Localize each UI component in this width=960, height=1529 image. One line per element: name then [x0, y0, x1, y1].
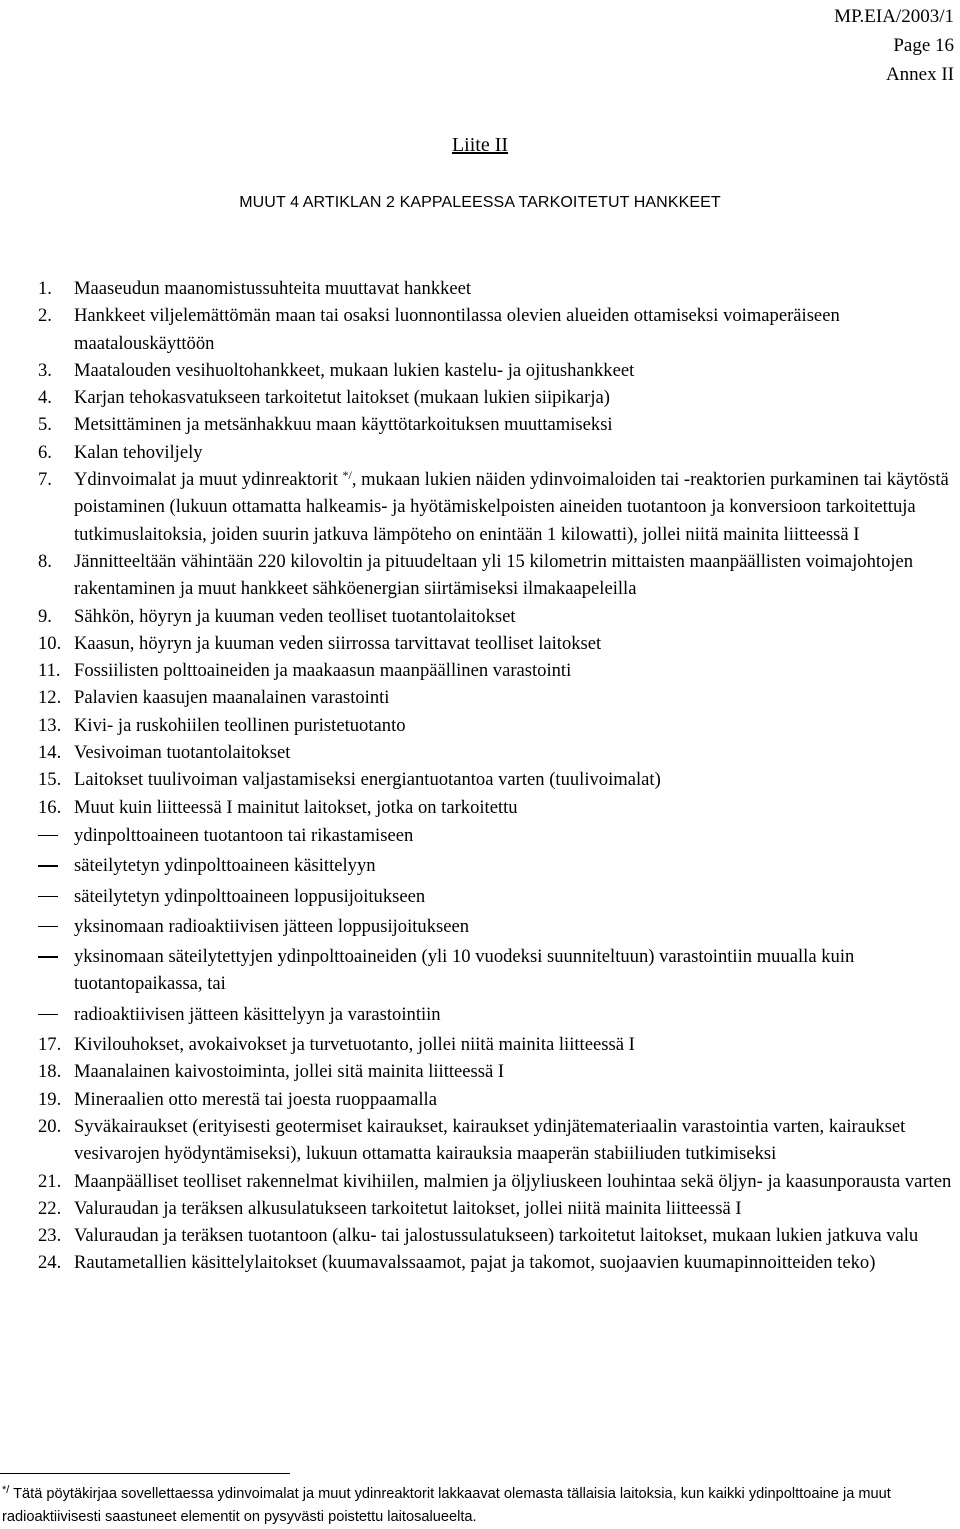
- item-number: 9.: [38, 605, 52, 627]
- list-item: [38, 1058, 956, 1085]
- list-item: [38, 466, 956, 548]
- dash-marker: [38, 896, 58, 898]
- item-text: Jännitteeltään vähintään 220 kilovoltin ja pituudeltaan yli 15 kilometrin mittaisten maanpäällisten voimajohtojen rakentaminen ja muut hankkeet sähköenergian siirtämiseksi ilmakaapeleilla: [74, 550, 914, 600]
- item-number: 22.: [38, 1197, 62, 1219]
- item-number: 10.: [38, 632, 62, 654]
- document-reference: MP.EIA/2003/1: [834, 6, 954, 27]
- item-text: Kivi- ja ruskohiilen teollinen puristetuotanto: [74, 714, 406, 736]
- page-header: [834, 2, 954, 89]
- list-item: [38, 1031, 956, 1058]
- dash-marker: [38, 1014, 58, 1016]
- item-text: Maatalouden vesihuoltohankkeet, mukaan lukien kastelu- ja ojitushankkeet: [74, 359, 635, 381]
- item-number: 19.: [38, 1088, 62, 1110]
- item-number: 20.: [38, 1115, 62, 1137]
- sub-item-text: radioaktiivisen jätteen käsittelyyn ja varastointiin: [74, 1003, 441, 1025]
- item-text: Sähkön, höyryn ja kuuman veden teolliset tuotantolaitokset: [74, 605, 516, 627]
- item-text-before: Ydinvoimalat ja muut ydinreaktorit: [74, 469, 343, 491]
- footnote-text: Tätä pöytäkirjaa sovellettaessa ydinvoimalat ja muut ydinreaktorit lakkaavat olemasta tällaisia laitoksia, kun kaikki ydinpolttoaine ja muut radioaktiivisesti saastuneet elementit on pysyvästi poistettu laitosalueelta.: [2, 1486, 891, 1525]
- item-text: Maanalainen kaivostoiminta, jollei sitä mainita liitteessä I: [74, 1061, 505, 1083]
- item-number: 15.: [38, 769, 62, 791]
- list-item: [38, 657, 956, 684]
- item-text: Kivilouhokset, avokaivokset ja turvetuotanto, jollei niitä mainita liitteessä I: [74, 1034, 635, 1056]
- item-text: Metsittäminen ja metsänhakkuu maan käyttötarkoituksen muuttamiseksi: [74, 414, 613, 436]
- item-number: 18.: [38, 1061, 62, 1083]
- item-number: 16.: [38, 796, 62, 818]
- annex-title: Liite II: [451, 134, 509, 156]
- list-item: [38, 384, 956, 411]
- item-text: Kaasun, höyryn ja kuuman veden siirrossa tarvittavat teolliset laitokset: [74, 632, 602, 654]
- item-number: 13.: [38, 714, 62, 736]
- list-item: [38, 712, 956, 739]
- item-number: 17.: [38, 1034, 62, 1056]
- footnote: [2, 1483, 952, 1529]
- item-text: Hankkeet viljelemättömän maan tai osaksi luonnontilassa olevien alueiden ottamiseksi voimaperäiseen maatalouskäyttöön: [74, 305, 840, 354]
- item-text: Valuraudan ja teräksen tuotantoon (alku- tai jalostussulatukseen) tarkoitetut laitokset, mukaan lukien jatkuva valu: [74, 1225, 919, 1247]
- item-number: 6.: [38, 441, 52, 463]
- sub-item-text: yksinomaan radioaktiivisen jätteen loppusijoitukseen: [74, 915, 470, 937]
- list-item: [38, 1195, 956, 1222]
- sub-item-text: ydinpolttoaineen tuotantoon tai rikastamiseen: [74, 824, 414, 846]
- list-item: [38, 603, 956, 630]
- list-item: [38, 1249, 956, 1276]
- dash-marker: [38, 956, 58, 958]
- sub-item-text: säteilytetyn ydinpolttoaineen loppusijoitukseen: [74, 885, 426, 907]
- sub-item-text: yksinomaan säteilytettyjen ydinpolttoaineiden (yli 10 vuodeksi suunniteltuun) varastointiin muualla kuin tuotantopaikassa, tai: [74, 946, 855, 995]
- page-number: Page 16: [893, 35, 954, 56]
- list-item: [38, 439, 956, 466]
- item-text: Palavien kaasujen maanalainen varastointi: [74, 687, 390, 709]
- list-item: [38, 275, 956, 302]
- item-text: Maanpäälliset teolliset rakennelmat kivihiilen, malmien ja öljyliuskeen louhintaa sekä öljyn- ja kaasunporausta varten: [74, 1170, 952, 1192]
- footnote-separator: [0, 1473, 290, 1474]
- item-text: Vesivoiman tuotantolaitokset: [74, 742, 291, 764]
- annex-subtitle: MUUT 4 ARTIKLAN 2 KAPPALEESSA TARKOITETUT HANKKEET: [239, 194, 721, 211]
- item-number: 7.: [38, 469, 52, 491]
- dash-marker: [38, 926, 58, 928]
- item-number: 21.: [38, 1170, 62, 1192]
- list-item: [38, 548, 956, 603]
- item-text: Syväkairaukset (erityisesti geotermiset kairaukset, kairaukset ydinjätemateriaalin varastointia varten, kairaukset vesivarojen hyödyntämiseksi), lukuun ottamatta kairauksia maaperän stabiiliuden tutkimiseksi: [74, 1115, 906, 1165]
- project-list: [38, 275, 956, 1277]
- list-item: [38, 1086, 956, 1113]
- sub-list-item: [38, 883, 956, 910]
- list-item: [38, 684, 956, 711]
- list-item: [38, 1113, 956, 1168]
- list-item: [38, 357, 956, 384]
- item-number: 2.: [38, 305, 52, 327]
- item-number: 8.: [38, 550, 52, 572]
- item-text: Valuraudan ja teräksen alkusulatukseen tarkoitetut laitokset, jollei niitä mainita liitteessä I: [74, 1197, 742, 1219]
- list-item: [38, 1168, 956, 1195]
- item-number: 24.: [38, 1252, 62, 1274]
- item-text: Fossiilisten polttoaineiden ja maakaasun maanpäällinen varastointi: [74, 660, 572, 682]
- item-number: 4.: [38, 387, 52, 409]
- sub-list-item: [38, 1001, 956, 1028]
- footnote-reference: */: [342, 468, 352, 483]
- item-text-after: , mukaan lukien näiden ydinvoimaloiden tai -reaktorien purkaminen tai käytöstä poistaminen (lukuun ottamatta halkeamis- ja hyötämiskelpoisten aineiden tuotantoon ja konversioon tarkoitettuja tutkimuslaitoksia, joiden suurin jatkuva lämpöteho on enintään 1 kilowatti), jollei niitä mainita liitteessä I: [74, 469, 949, 545]
- sub-list-item: [38, 852, 956, 879]
- list-item: [38, 794, 956, 821]
- item-number: 5.: [38, 414, 52, 436]
- sub-list-item: [38, 822, 956, 849]
- list-item: [38, 302, 956, 357]
- sub-list: [38, 822, 956, 1028]
- item-text: Kalan tehoviljely: [74, 441, 203, 463]
- item-number: 1.: [38, 278, 52, 299]
- item-text: Laitokset tuulivoiman valjastamiseksi energiantuotantoa varten (tuulivoimalat): [74, 769, 661, 791]
- dash-marker: [38, 835, 58, 837]
- item-text: Muut kuin liitteessä I mainitut laitokset, jotka on tarkoitettu: [74, 796, 518, 818]
- list-item: [38, 411, 956, 438]
- item-number: 23.: [38, 1225, 62, 1247]
- list-item: [38, 739, 956, 766]
- item-text: Rautametallien käsittelylaitokset (kuumavalssaamot, pajat ja takomot, suojaavien kuumapinnoitteiden teko): [74, 1252, 876, 1274]
- item-number: 12.: [38, 687, 62, 709]
- item-number: 14.: [38, 742, 62, 764]
- dash-marker: [38, 865, 58, 867]
- item-text: Mineraalien otto merestä tai joesta ruoppaamalla: [74, 1088, 437, 1110]
- list-item: [38, 1222, 956, 1249]
- item-text: Maaseudun maanomistussuhteita muuttavat hankkeet: [74, 278, 472, 299]
- sub-list-item: [38, 913, 956, 940]
- sub-item-text: säteilytetyn ydinpolttoaineen käsittelyyn: [74, 855, 376, 877]
- annex-label: Annex II: [885, 64, 954, 85]
- item-number: 3.: [38, 359, 52, 381]
- footnote-mark: */: [2, 1484, 10, 1496]
- list-item: [38, 630, 956, 657]
- sub-list-item: [38, 943, 956, 998]
- item-text: Karjan tehokasvatukseen tarkoitetut laitokset (mukaan lukien siipikarja): [74, 387, 610, 409]
- list-item: [38, 766, 956, 793]
- item-number: 11.: [38, 660, 61, 682]
